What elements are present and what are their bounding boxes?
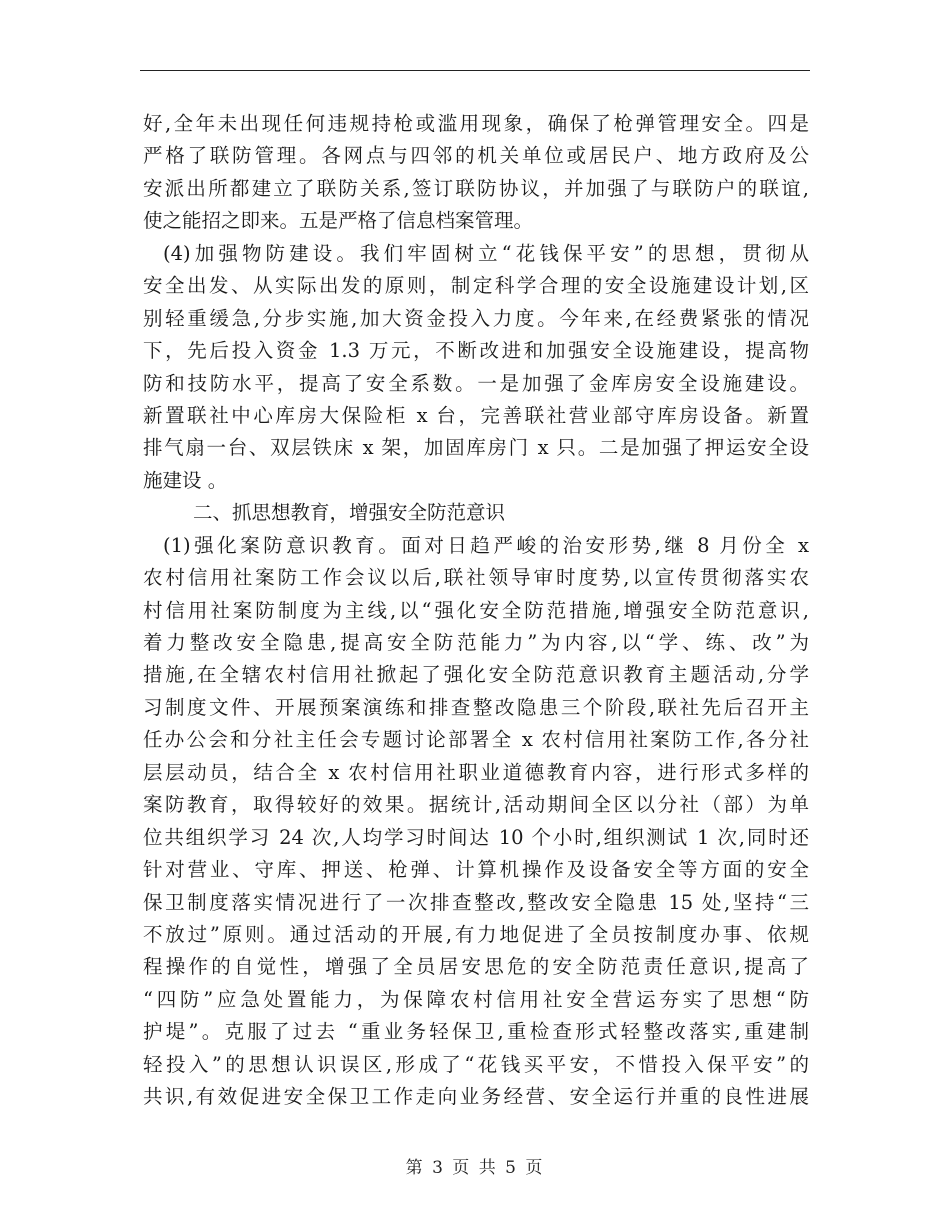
text-line: 着力整改安全隐患,提高安全防范能力”为内容,以“学、练、改”为 — [143, 631, 809, 654]
text-line: “四防”应急处置能力，为保障农村信用社安全营运夯实了思想“防 — [143, 987, 809, 1011]
text-line: 任办公会和分社主任会专题讨论部署全 x 农村信用社案防工作,各分社 — [143, 728, 809, 752]
text-line: 村信用社案防制度为主线,以“强化安全防范措施,增强安全防范意识, — [143, 598, 809, 622]
text-line: 层层动员，结合全 x 农村信用社职业道德教育内容，进行形式多样的 — [143, 760, 809, 784]
text-line: 安全出发、从实际出发的原则，制定科学合理的安全设施建设计划,区 — [143, 274, 809, 298]
text-line: 严格了联防管理。各网点与四邻的机关单位或居民户、地方政府及公 — [143, 144, 809, 168]
body-text — [143, 108, 809, 1114]
text-line: 共识,有效促进安全保卫工作走向业务经营、安全运行并重的良性进展 — [143, 1085, 809, 1109]
text-line: 别轻重缓急,分步实施,加大资金投入力度。今年来,在经费紧张的情况 — [143, 306, 809, 330]
text-line: 下，先后投入资金 1.3 万元，不断改进和加强安全设施建设，提高物 — [143, 339, 809, 363]
text-line: 轻投入”的思想认识误区,形成了“花钱买平安，不惜投入保平安”的 — [143, 1052, 809, 1076]
text-line: 施建设 。 — [143, 468, 228, 492]
page-footer: 第 3 页 共 5 页 — [405, 1158, 545, 1178]
text-line: 安派出所都建立了联防关系,签订联防协议，并加强了与联防户的联谊, — [143, 176, 809, 200]
text-line: 防和技防水平，提高了安全系数。一是加强了金库房安全设施建设。 — [143, 371, 809, 395]
text-line: 不放过”原则。通过活动的开展,有力地促进了全员按制度办事、依规 — [143, 922, 809, 946]
text-line: 保卫制度落实情况进行了一次排查整改,整改安全隐患 15 处,坚持“三 — [143, 890, 809, 914]
text-line: 程操作的自觉性，增强了全员居安思危的安全防范责任意识,提高了 — [143, 955, 809, 979]
text-line: (4)加强物防建设。我们牢固树立“花钱保平安”的思想，贯彻从 — [163, 241, 809, 265]
text-line: 好,全年未出现任何违规持枪或滥用现象，确保了枪弹管理安全。四是 — [143, 112, 809, 135]
text-line: (1)强化案防意识教育。面对日趋严峻的治安形势,继 8 月份全 x — [163, 533, 809, 557]
text-line: 使之能招之即来。五是严格了信息档案管理。 — [143, 209, 534, 233]
text-line: 习制度文件、开展预案演练和排查整改隐患三个阶段,联社先后召开主 — [143, 695, 809, 719]
text-line: 农村信用社案防工作会议以后,联社领导审时度势,以宣传贯彻落实农 — [143, 566, 809, 590]
text-line: 护堤”。克服了过去 “重业务轻保卫,重检查形式轻整改落实,重建制 — [143, 1020, 809, 1044]
section-heading: 二、抓思想教育，增强安全防范意识 — [193, 501, 506, 525]
text-line: 针对营业、守库、押送、枪弹、计算机操作及设备安全等方面的安全 — [143, 858, 809, 882]
text-line: 位共组织学习 24 次,人均学习时间达 10 个小时,组织测试 1 次,同时还 — [143, 825, 809, 849]
header-rule — [140, 70, 810, 71]
text-line: 新置联社中心库房大保险柜 x 台，完善联社营业部守库房设备。新置 — [143, 403, 809, 427]
text-line: 措施,在全辖农村信用社掀起了强化安全防范意识教育主题活动,分学 — [143, 663, 809, 687]
text-line: 排气扇一台、双层铁床 x 架，加固库房门 x 只。二是加强了押运安全设 — [143, 436, 809, 460]
text-line: 案防教育，取得较好的效果。据统计,活动期间全区以分社（部）为单 — [143, 793, 809, 817]
